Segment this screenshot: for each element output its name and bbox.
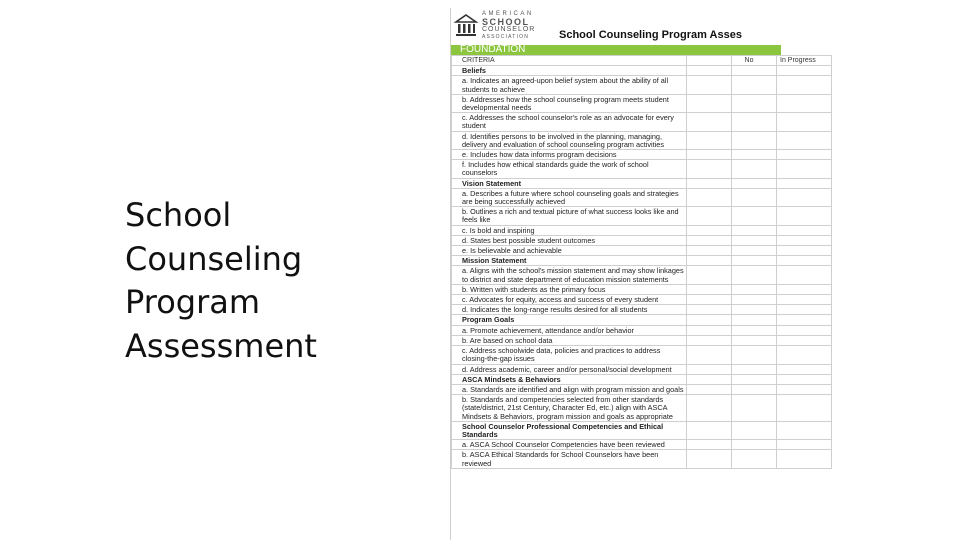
blank-cell bbox=[687, 94, 732, 112]
no-cell bbox=[732, 178, 777, 188]
criteria-row bbox=[452, 225, 832, 235]
no-cell bbox=[732, 346, 777, 364]
blank-cell bbox=[687, 421, 732, 439]
criteria-row bbox=[452, 384, 832, 394]
criteria-text: d. States best possible student outcomes bbox=[452, 235, 687, 245]
criteria-table bbox=[451, 55, 832, 469]
blank-cell bbox=[687, 450, 732, 468]
no-cell bbox=[732, 94, 777, 112]
blank-cell bbox=[687, 66, 732, 76]
no-cell bbox=[732, 188, 777, 206]
blank-cell bbox=[687, 256, 732, 266]
blank-cell bbox=[687, 131, 732, 149]
in-progress-cell bbox=[777, 284, 832, 294]
blank-cell bbox=[687, 295, 732, 305]
in-progress-cell bbox=[777, 364, 832, 374]
slide-title bbox=[125, 194, 425, 368]
section-row bbox=[452, 178, 832, 188]
criteria-row bbox=[452, 335, 832, 345]
criteria-row bbox=[452, 131, 832, 149]
criteria-text: b. Written with students as the primary focus bbox=[452, 284, 687, 294]
in-progress-cell bbox=[777, 315, 832, 325]
column-header-criteria: CRITERIA bbox=[452, 56, 687, 66]
no-cell bbox=[732, 235, 777, 245]
no-cell bbox=[732, 305, 777, 315]
criteria-text: e. Is believable and achievable bbox=[452, 246, 687, 256]
no-cell bbox=[732, 364, 777, 374]
blank-cell bbox=[687, 150, 732, 160]
blank-cell bbox=[687, 178, 732, 188]
column-header-blank bbox=[687, 56, 732, 66]
criteria-text: c. Is bold and inspiring bbox=[452, 225, 687, 235]
section-heading: School Counselor Professional Competencies and Ethical Standards bbox=[452, 421, 687, 439]
no-cell bbox=[732, 384, 777, 394]
no-cell bbox=[732, 450, 777, 468]
no-cell bbox=[732, 374, 777, 384]
in-progress-cell bbox=[777, 305, 832, 315]
schoolhouse-icon bbox=[454, 13, 478, 37]
slide-title-line: Program bbox=[125, 283, 261, 321]
blank-cell bbox=[687, 160, 732, 178]
in-progress-cell bbox=[777, 94, 832, 112]
column-header-no: No bbox=[732, 56, 777, 66]
in-progress-cell bbox=[777, 235, 832, 245]
criteria-row bbox=[452, 113, 832, 131]
no-cell bbox=[732, 246, 777, 256]
in-progress-cell bbox=[777, 225, 832, 235]
in-progress-cell bbox=[777, 346, 832, 364]
blank-cell bbox=[687, 335, 732, 345]
criteria-row bbox=[452, 364, 832, 374]
section-heading: Mission Statement bbox=[452, 256, 687, 266]
no-cell bbox=[732, 335, 777, 345]
criteria-text: b. Are based on school data bbox=[452, 335, 687, 345]
blank-cell bbox=[687, 188, 732, 206]
logo-line: SCHOOL bbox=[482, 16, 530, 27]
logo-line: COUNSELOR bbox=[482, 26, 536, 33]
blank-cell bbox=[687, 346, 732, 364]
blank-cell bbox=[687, 384, 732, 394]
criteria-row bbox=[452, 440, 832, 450]
criteria-text: d. Indicates the long-range results desired for all students bbox=[452, 305, 687, 315]
criteria-text: b. ASCA Ethical Standards for School Counselors have been reviewed bbox=[452, 450, 687, 468]
no-cell bbox=[732, 440, 777, 450]
no-cell bbox=[732, 421, 777, 439]
in-progress-cell bbox=[777, 384, 832, 394]
criteria-row bbox=[452, 284, 832, 294]
blank-cell bbox=[687, 225, 732, 235]
section-row bbox=[452, 421, 832, 439]
in-progress-cell bbox=[777, 207, 832, 225]
no-cell bbox=[732, 315, 777, 325]
blank-cell bbox=[687, 284, 732, 294]
section-row bbox=[452, 315, 832, 325]
criteria-row bbox=[452, 94, 832, 112]
logo-line: ASSOCIATION bbox=[482, 33, 530, 40]
criteria-rows bbox=[452, 66, 832, 469]
in-progress-cell bbox=[777, 113, 832, 131]
in-progress-cell bbox=[777, 76, 832, 94]
criteria-row bbox=[452, 150, 832, 160]
blank-cell bbox=[687, 325, 732, 335]
no-cell bbox=[732, 266, 777, 284]
blank-cell bbox=[687, 76, 732, 94]
sheet-title: School Counseling Program Asses bbox=[559, 29, 742, 41]
section-heading: Vision Statement bbox=[452, 178, 687, 188]
blank-cell bbox=[687, 246, 732, 256]
no-cell bbox=[732, 325, 777, 335]
criteria-row bbox=[452, 346, 832, 364]
criteria-row bbox=[452, 246, 832, 256]
criteria-text: c. Advocates for equity, access and success of every student bbox=[452, 295, 687, 305]
no-cell bbox=[732, 295, 777, 305]
blank-cell bbox=[687, 305, 732, 315]
criteria-row bbox=[452, 325, 832, 335]
criteria-text: c. Addresses the school counselor's role as an advocate for every student bbox=[452, 113, 687, 131]
criteria-row bbox=[452, 160, 832, 178]
no-cell bbox=[732, 66, 777, 76]
criteria-row bbox=[452, 450, 832, 468]
criteria-row bbox=[452, 395, 832, 422]
blank-cell bbox=[687, 207, 732, 225]
in-progress-cell bbox=[777, 131, 832, 149]
in-progress-cell bbox=[777, 66, 832, 76]
criteria-row bbox=[452, 305, 832, 315]
in-progress-cell bbox=[777, 395, 832, 422]
table-header-row bbox=[452, 56, 832, 66]
in-progress-cell bbox=[777, 150, 832, 160]
in-progress-cell bbox=[777, 374, 832, 384]
asca-logo bbox=[454, 10, 534, 44]
sheet-header bbox=[451, 8, 781, 45]
in-progress-cell bbox=[777, 335, 832, 345]
criteria-text: b. Outlines a rich and textual picture of what success looks like and feels like bbox=[452, 207, 687, 225]
no-cell bbox=[732, 225, 777, 235]
criteria-text: c. Address schoolwide data, policies and practices to address closing-the-gap issues bbox=[452, 346, 687, 364]
foundation-band: FOUNDATION bbox=[451, 45, 781, 55]
section-row bbox=[452, 374, 832, 384]
in-progress-cell bbox=[777, 266, 832, 284]
in-progress-cell bbox=[777, 256, 832, 266]
criteria-text: f. Includes how ethical standards guide the work of school counselors bbox=[452, 160, 687, 178]
slide-title-line: Counseling bbox=[125, 239, 303, 278]
in-progress-cell bbox=[777, 450, 832, 468]
no-cell bbox=[732, 131, 777, 149]
criteria-row bbox=[452, 76, 832, 94]
no-cell bbox=[732, 395, 777, 422]
section-heading: ASCA Mindsets & Behaviors bbox=[452, 374, 687, 384]
criteria-text: a. Indicates an agreed-upon belief system about the ability of all students to achieve bbox=[452, 76, 687, 94]
no-cell bbox=[732, 256, 777, 266]
in-progress-cell bbox=[777, 325, 832, 335]
column-header-in-progress: In Progress bbox=[777, 56, 832, 66]
criteria-row bbox=[452, 207, 832, 225]
section-heading: Program Goals bbox=[452, 315, 687, 325]
criteria-text: b. Standards and competencies selected from other standards (state/district, 21st Century, Character Ed, etc.) align with ASCA Mindsets & Behaviors, program mission and goals as appropriate bbox=[452, 395, 687, 422]
blank-cell bbox=[687, 364, 732, 374]
blank-cell bbox=[687, 235, 732, 245]
criteria-text: a. Standards are identified and align with program mission and goals bbox=[452, 384, 687, 394]
blank-cell bbox=[687, 440, 732, 450]
logo-wordmark bbox=[482, 11, 535, 41]
section-heading: Beliefs bbox=[452, 66, 687, 76]
no-cell bbox=[732, 284, 777, 294]
in-progress-cell bbox=[777, 295, 832, 305]
section-row bbox=[452, 66, 832, 76]
criteria-row bbox=[452, 295, 832, 305]
blank-cell bbox=[687, 113, 732, 131]
slide-title-line: School bbox=[125, 196, 232, 234]
no-cell bbox=[732, 150, 777, 160]
criteria-text: a. Aligns with the school's mission statement and may show linkages to district and state department of education mission statements bbox=[452, 266, 687, 284]
in-progress-cell bbox=[777, 421, 832, 439]
in-progress-cell bbox=[777, 440, 832, 450]
in-progress-cell bbox=[777, 160, 832, 178]
blank-cell bbox=[687, 266, 732, 284]
criteria-text: d. Identifies persons to be involved in the planning, managing, delivery and evaluation of school counseling program activities bbox=[452, 131, 687, 149]
logo-line: AMERICAN bbox=[482, 11, 534, 17]
criteria-text: d. Address academic, career and/or personal/social development bbox=[452, 364, 687, 374]
criteria-row bbox=[452, 235, 832, 245]
no-cell bbox=[732, 160, 777, 178]
assessment-sheet-image bbox=[450, 8, 816, 540]
no-cell bbox=[732, 76, 777, 94]
no-cell bbox=[732, 207, 777, 225]
criteria-text: a. Promote achievement, attendance and/or behavior bbox=[452, 325, 687, 335]
section-row bbox=[452, 256, 832, 266]
criteria-text: b. Addresses how the school counseling program meets student developmental needs bbox=[452, 94, 687, 112]
slide-title-line: Assessment bbox=[125, 326, 317, 365]
blank-cell bbox=[687, 395, 732, 422]
criteria-row bbox=[452, 266, 832, 284]
criteria-text: a. Describes a future where school counseling goals and strategies are being successfully achieved bbox=[452, 188, 687, 206]
in-progress-cell bbox=[777, 178, 832, 188]
blank-cell bbox=[687, 315, 732, 325]
in-progress-cell bbox=[777, 246, 832, 256]
in-progress-cell bbox=[777, 188, 832, 206]
no-cell bbox=[732, 113, 777, 131]
criteria-text: e. Includes how data informs program decisions bbox=[452, 150, 687, 160]
criteria-text: a. ASCA School Counselor Competencies have been reviewed bbox=[452, 440, 687, 450]
blank-cell bbox=[687, 374, 732, 384]
criteria-row bbox=[452, 188, 832, 206]
